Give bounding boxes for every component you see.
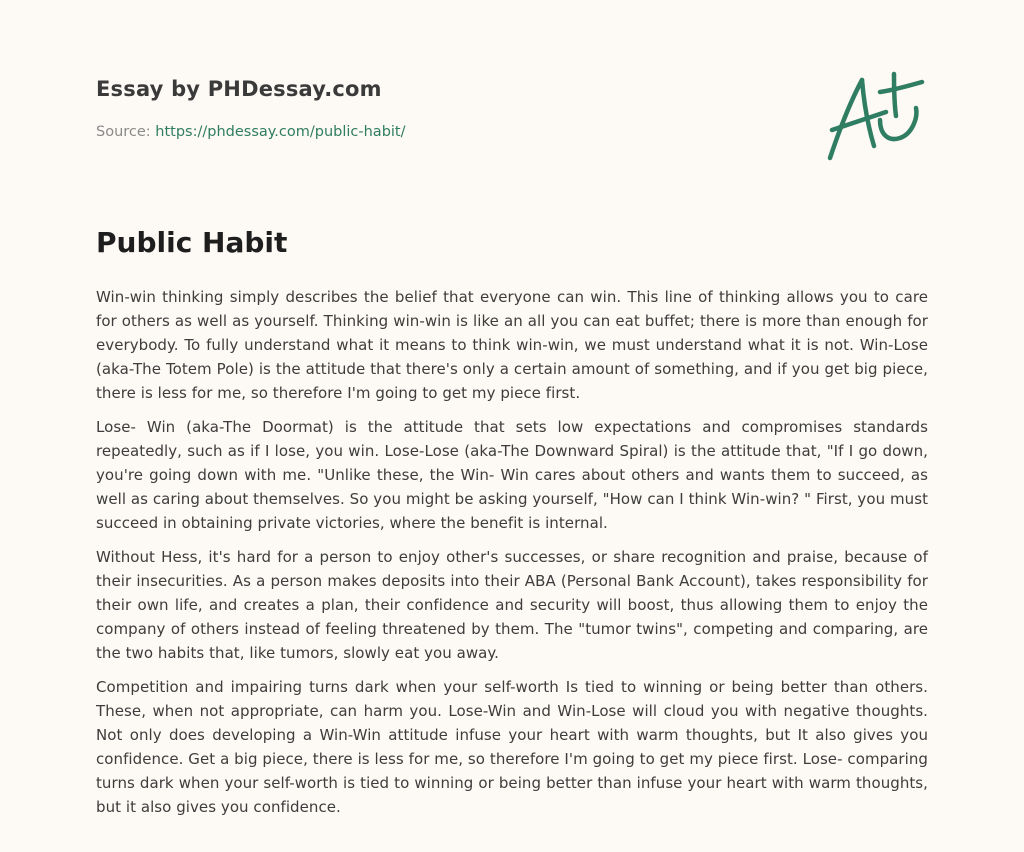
essay-body [96, 285, 928, 829]
essay-paragraph: Lose- Win (aka-The Doormat) is the attitude that sets low expectations and compromises standards repeatedly, such as if I lose, you win. Lose-Lose (aka-The Downward Spiral) is the attitude that, "If I go down, you're going down with me. "Unlike these, the Win- Win cares about others and wants them to succeed, as well as caring about themselves. So you might be asking yourself, "How can I think Win-win? " First, you must succeed in obtaining private victories, where the benefit is internal. [96, 418, 928, 532]
a-plus-grade-icon [824, 68, 928, 164]
essay-paragraph: Win-win thinking simply describes the belief that everyone can win. This line of thinking allows you to care for others as well as yourself. Thinking win-win is like an all you can eat buffet; there is more than enough for everybody. To fully understand what it means to think win-win, we must understand what it is not. Win-Lose (aka-The Totem Pole) is the attitude that there's only a certain amount of something, and if you get big piece, there is less for me, so therefore I'm going to get my piece first. [96, 288, 928, 402]
source-link[interactable]: https://phdessay.com/public-habit/ [155, 124, 406, 140]
essay-title: Public Habit [96, 226, 288, 259]
site-brand: Essay by PHDessay.com [96, 77, 382, 101]
essay-paragraph: Competition and impairing turns dark when your self-worth Is tied to winning or being better than others. These, when not appropriate, can harm you. Lose-Win and Win-Lose will cloud you with negative thoughts. Not only does developing a Win-Win attitude infuse your heart with warm thoughts, but It also gives you confidence. Get a big piece, there is less for me, so therefore I'm going to get my piece first. Lose- comparing turns dark when your self-worth is tied to winning or being better than infuse your heart with warm thoughts, but it also gives you confidence. [96, 678, 928, 816]
essay-paragraph: Without Hess, it's hard for a person to enjoy other's successes, or share recognition and praise, because of their insecurities. As a person makes deposits into their ABA (Personal Bank Account), takes responsibility for their own life, and creates a plan, their confidence and security will boost, thus allowing them to enjoy the company of others instead of feeling threatened by them. The "tumor twins", competing and comparing, are the two habits that, like tumors, slowly eat you away. [96, 548, 928, 662]
source-label: Source: [96, 124, 156, 140]
source-line [96, 124, 406, 140]
